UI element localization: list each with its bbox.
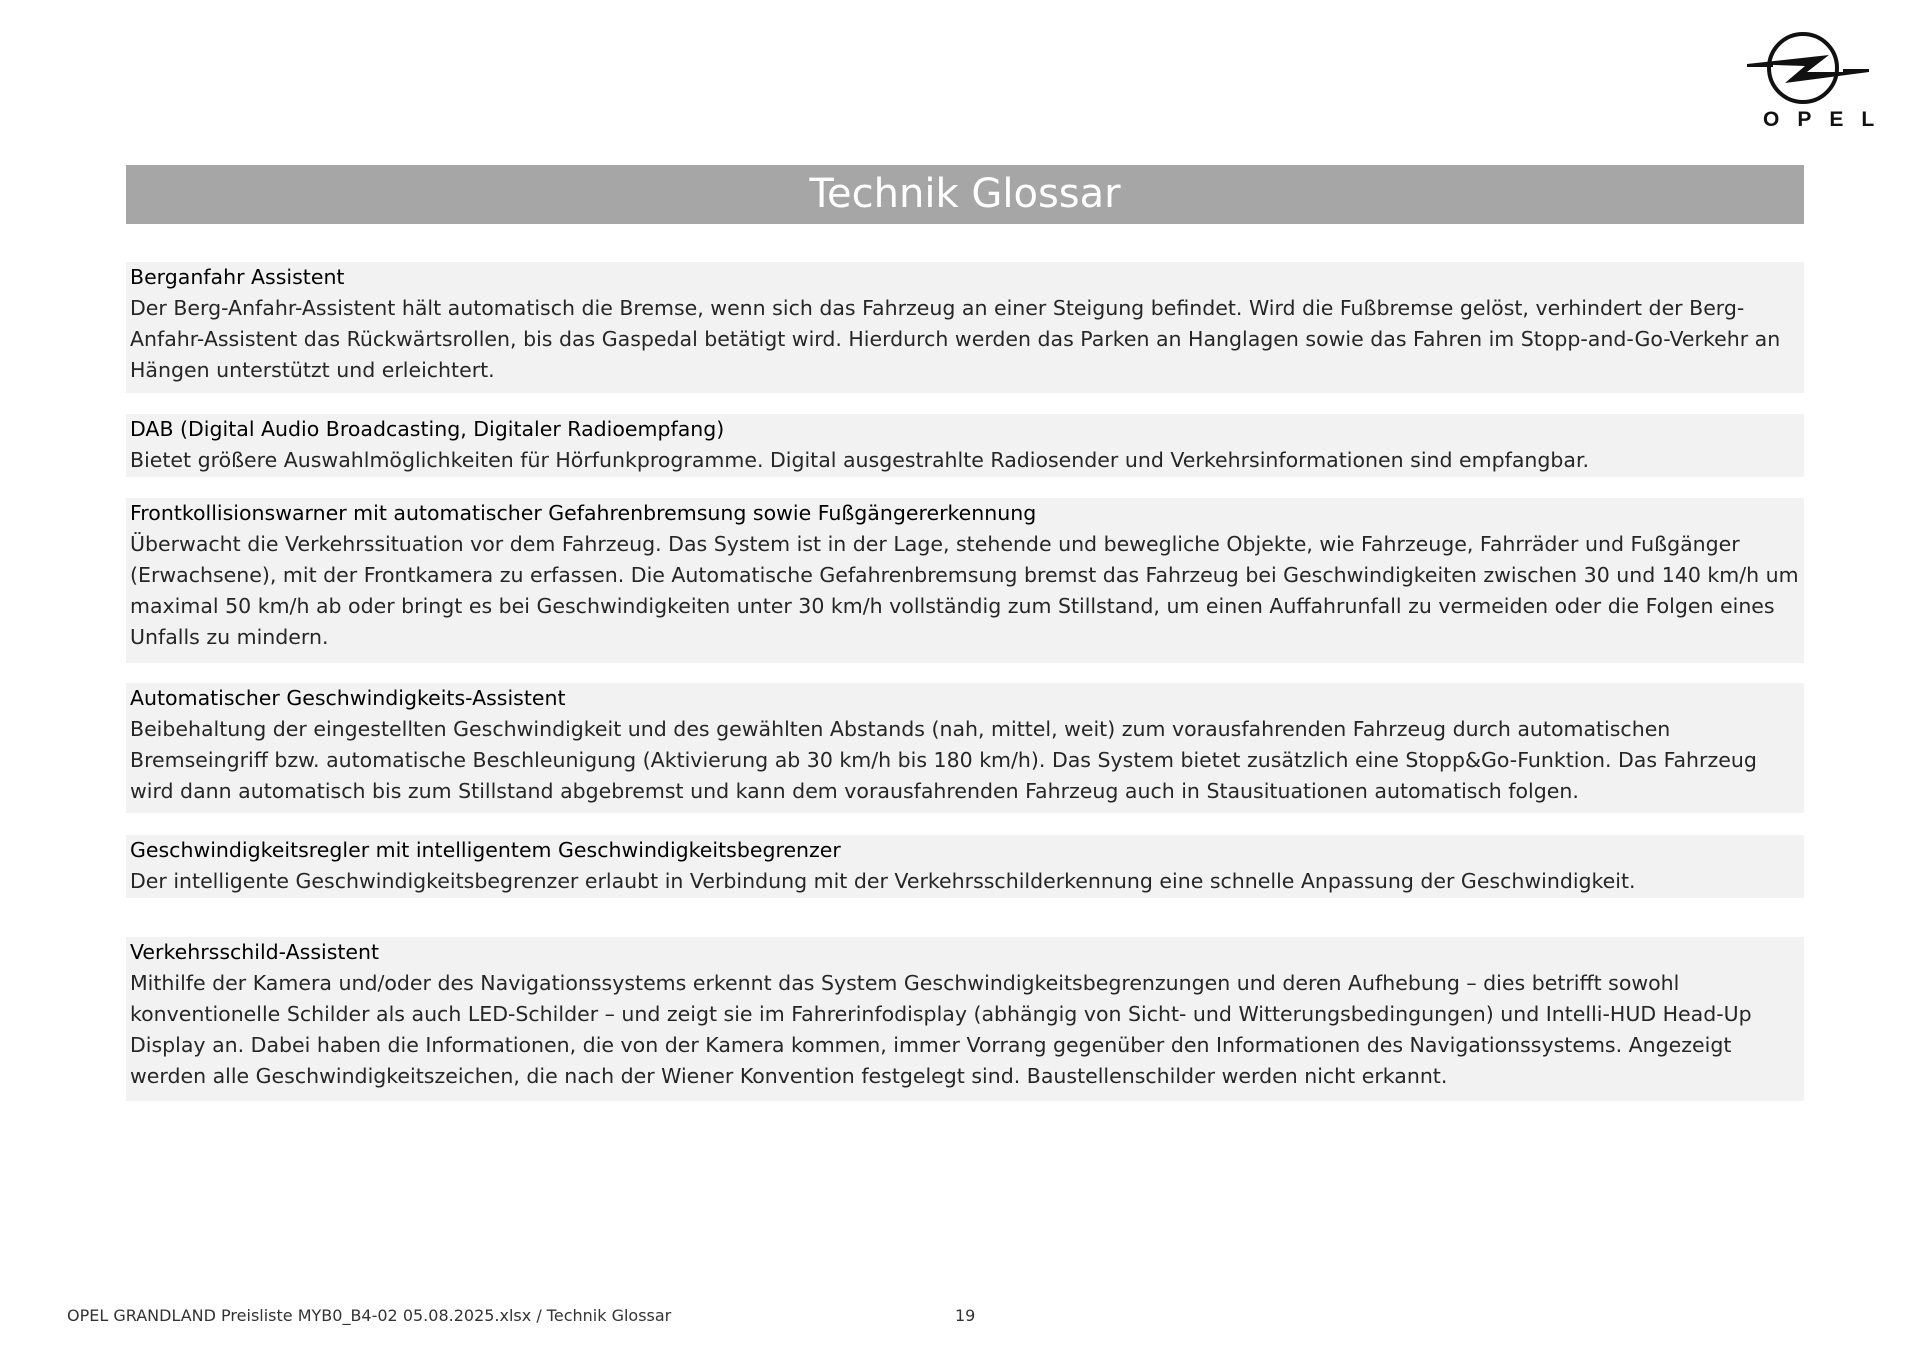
entry-title: Verkehrsschild-Assistent [130,940,380,964]
glossary-entry [126,262,1804,393]
glossary-entry [126,937,1804,1101]
page-title: Technik Glossar [126,165,1804,224]
footer-document-name: OPEL GRANDLAND Preisliste MYB0_B4-02 05.08.2025.xlsx / Technik Glossar [67,1306,672,1325]
entry-title: Automatischer Geschwindigkeits-Assistent [130,686,566,710]
entry-description: Überwacht die Verkehrssituation vor dem Fahrzeug. Das System ist in der Lage, stehende und bewegliche Objekte, wie Fahrzeuge, Fahrräder und Fußgänger (Erwachsene), mit der Frontkamera zu erfassen. Die Automatische Gefahrenbremsung bremst das Fahrzeug bei Geschwindigkeiten zwischen 30 und 140 km/h um maximal 50 km/h ab oder bringt es bei Geschwindigkeiten unter 30 km/h vollständig zum Stillstand, um einen Auffahrunfall zu vermeiden oder die Folgen eines Unfalls zu mindern. [130,532,1799,649]
entry-title: Geschwindigkeitsregler mit intelligentem Geschwindigkeitsbegrenzer [130,838,841,862]
glossary-entry [126,414,1804,477]
entry-description: Bietet größere Auswahlmöglichkeiten für Hörfunkprogramme. Digital ausgestrahlte Radiosender und Verkehrsinformationen sind empfangbar. [130,448,1590,472]
entry-title: DAB (Digital Audio Broadcasting, Digitaler Radioempfang) [130,417,725,441]
entry-description: Mithilfe der Kamera und/oder des Navigationssystems erkennt das System Geschwindigkeitsbegrenzungen und deren Aufhebung – dies betrifft sowohl konventionelle Schilder als auch LED-Schilder – und zeigt sie im Fahrerinfodisplay (abhängig von Sicht- und Witterungsbedingungen) und Intelli-HUD Head-Up Display an. Dabei haben die Informationen, die von der Kamera kommen, immer Vorrang gegenüber den Informationen des Navigationssystems. Angezeigt werden alle Geschwindigkeitszeichen, die nach der Wiener Konvention festgelegt sind. Baustellenschilder werden nicht erkannt. [130,971,1752,1088]
page-number: 19 [955,1306,976,1325]
entry-title: Berganfahr Assistent [130,265,345,289]
glossary-entry [126,498,1804,663]
glossary-entry [126,683,1804,813]
entry-description: Der Berg-Anfahr-Assistent hält automatisch die Bremse, wenn sich das Fahrzeug an einer Steigung befindet. Wird die Fußbremse gelöst, verhindert der Berg-Anfahr-Assistent das Rückwärtsrollen, bis das Gaspedal betätigt wird. Hierdurch werden das Parken an Hanglagen sowie das Fahren im Stopp-and-Go-Verkehr an Hängen unterstützt und erleichtert. [130,296,1781,382]
opel-logo [1745,28,1893,138]
entry-description: Der intelligente Geschwindigkeitsbegrenzer erlaubt in Verbindung mit der Verkehrsschilderkennung eine schnelle Anpassung der Geschwindigkeit. [130,869,1636,893]
brand-wordmark: OPEL [1763,108,1893,131]
glossary-entry [126,835,1804,898]
opel-blitz-icon [1745,28,1871,108]
entry-description: Beibehaltung der eingestellten Geschwindigkeit und des gewählten Abstands (nah, mittel, weit) zum vorausfahrenden Fahrzeug durch automatischen Bremseingriff bzw. automatische Beschleunigung (Aktivierung ab 30 km/h bis 180 km/h). Das System bietet zusätzlich eine Stopp&Go-Funktion. Das Fahrzeug wird dann automatisch bis zum Stillstand abgebremst und kann dem vorausfahrenden Fahrzeug auch in Stausituationen automatisch folgen. [130,717,1757,803]
entry-title: Frontkollisionswarner mit automatischer Gefahrenbremsung sowie Fußgängererkennung [130,501,1037,525]
